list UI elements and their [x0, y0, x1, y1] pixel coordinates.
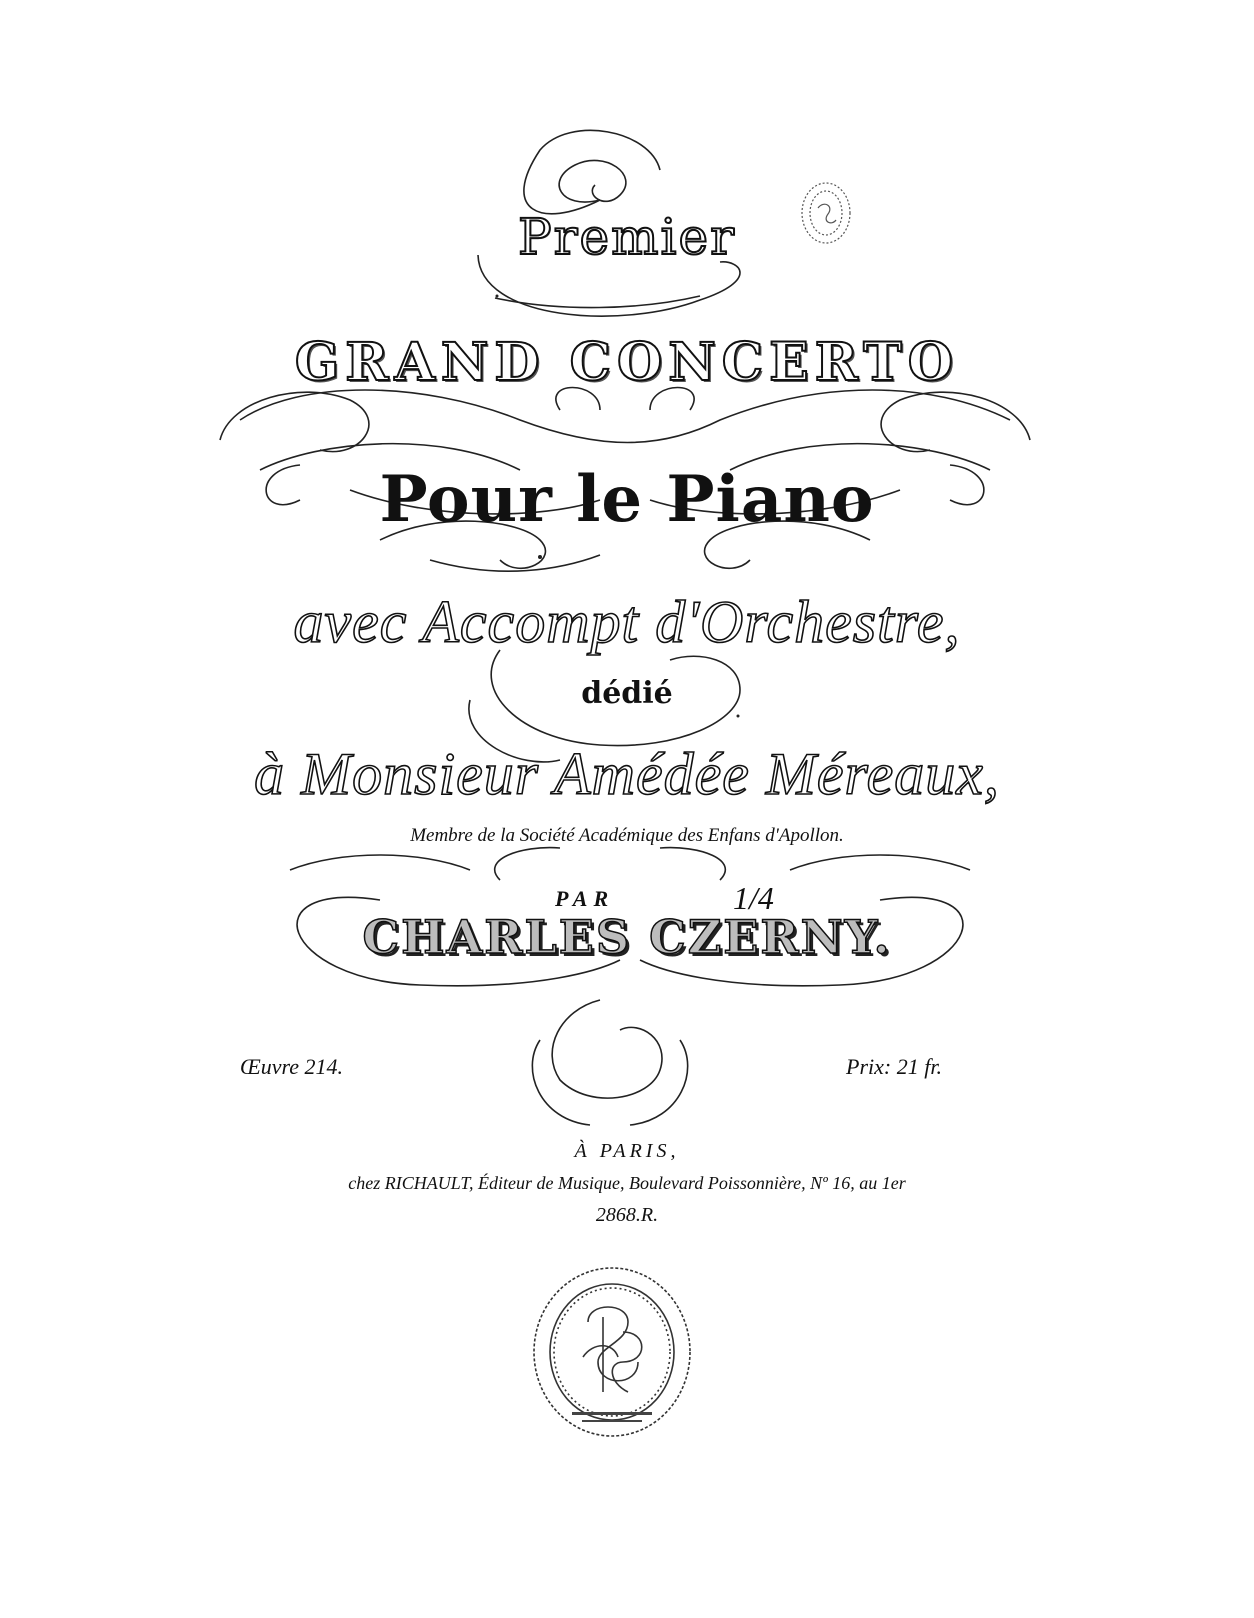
opus-number: Œuvre 214.	[240, 1054, 344, 1079]
dedication-label: dédié	[581, 676, 673, 711]
composer-name: CHARLES CZERNY.	[362, 910, 892, 964]
small-stamp-icon	[798, 178, 854, 248]
title-premier: Premier	[517, 208, 737, 266]
dedicatee-affiliation: Membre de la Société Académique des Enfans d'Apollon.	[410, 825, 844, 846]
publication-city: À PARIS,	[574, 1140, 680, 1162]
library-seal-icon	[528, 1262, 696, 1442]
par-label: PAR	[555, 886, 615, 911]
title-pour-le-piano: Pour le Piano	[379, 462, 875, 537]
handwritten-fraction: 1/4	[733, 880, 774, 916]
plate-number: 2868.R.	[595, 1204, 659, 1226]
title-grand-concerto: GRAND CONCERTO	[294, 332, 960, 393]
price: Prix: 21 fr.	[846, 1054, 942, 1079]
dedicatee-name: à Monsieur Amédée Méreaux,	[254, 741, 1000, 807]
publisher-address: chez RICHAULT, Éditeur de Musique, Boulevard Poissonnière, Nº 16, au 1er	[348, 1173, 906, 1193]
subtitle-accompaniment: avec Accompt d'Orchestre,	[293, 589, 961, 655]
